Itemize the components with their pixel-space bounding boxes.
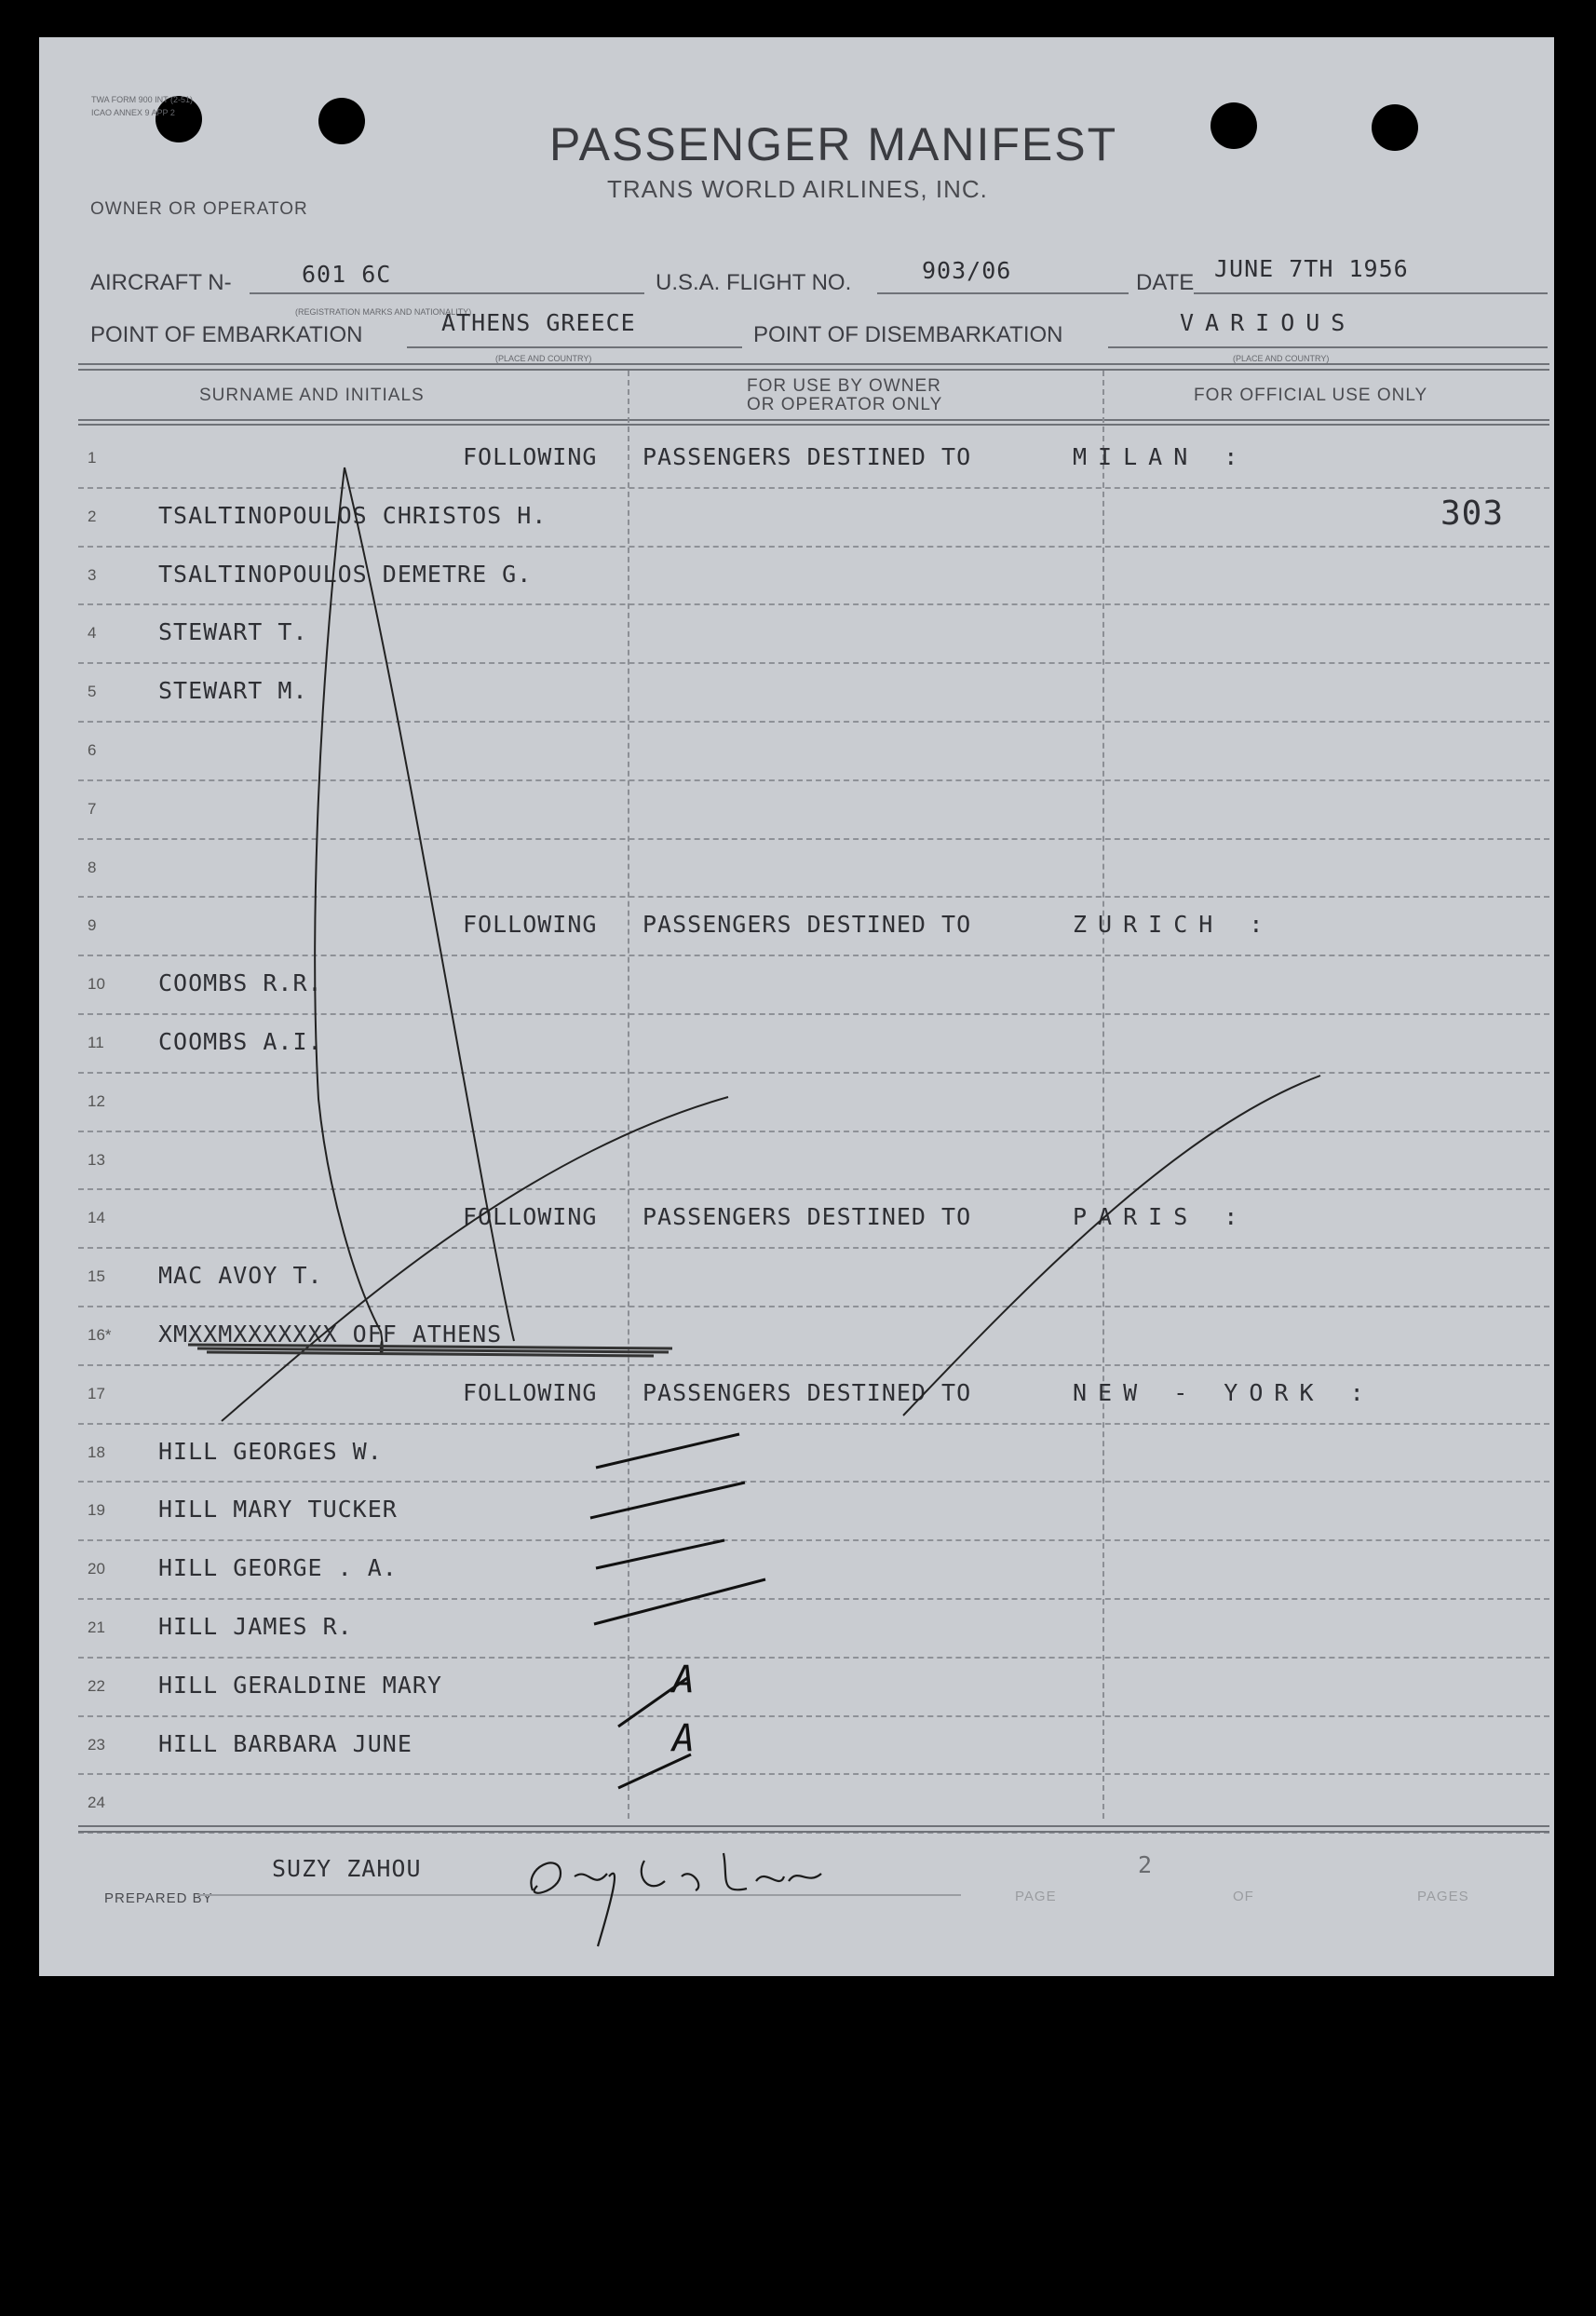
row-number: 23 [88, 1735, 105, 1754]
form-code: TWA FORM 900 INT (2-51) [91, 95, 194, 104]
destination-header-text: PASSENGERS DESTINED TO [642, 1203, 972, 1231]
place-note: (PLACE AND COUNTRY) [1233, 354, 1330, 363]
passenger-name: HILL GERALDINE MARY [158, 1671, 442, 1699]
pen-strike-mark [903, 1076, 1320, 1415]
row-number: 24 [88, 1794, 105, 1812]
document-title: PASSENGER MANIFEST [549, 118, 1118, 170]
row-number: 7 [88, 799, 97, 818]
tick-mark [590, 1434, 765, 1624]
embarkation-value: ATHENS GREECE [441, 309, 636, 336]
row-number: 16* [88, 1326, 112, 1344]
destination-header-following: FOLLOWING [463, 443, 598, 470]
surname-column-header: SURNAME AND INITIALS [199, 386, 425, 405]
handwritten-mark: A [672, 1658, 697, 1701]
row-number: 17 [88, 1384, 105, 1402]
disembarkation-label: POINT OF DISEMBARKATION [753, 322, 1063, 347]
row-number: 9 [88, 916, 97, 935]
destination-header-text: PASSENGERS DESTINED TO [642, 443, 972, 470]
of-label: OF [1233, 1889, 1254, 1904]
airline-name: TRANS WORLD AIRLINES, INC. [607, 175, 988, 203]
row-number: 21 [88, 1618, 105, 1636]
place-note: (PLACE AND COUNTRY) [495, 354, 592, 363]
pen-loop-mark [315, 467, 382, 1354]
manifest-sheet [39, 37, 1554, 1976]
row-number: 12 [88, 1091, 105, 1110]
destination-header-text: PASSENGERS DESTINED TO [642, 1378, 972, 1406]
passenger-name: TSALTINOPOULOS CHRISTOS H. [158, 501, 548, 529]
prepared-by-label: PREPARED BY [104, 1890, 213, 1906]
icao-note: ICAO ANNEX 9 APP 2 [91, 108, 175, 117]
page-label: PAGE [1015, 1889, 1057, 1904]
owner-column-header: OR OPERATOR ONLY [747, 395, 943, 414]
row-number: 15 [88, 1267, 105, 1286]
date-label: DATE [1136, 270, 1195, 295]
passenger-name: STEWART M. [158, 677, 308, 705]
page-number: 2 [1138, 1851, 1154, 1878]
aircraft-value: 601 6C [302, 261, 392, 288]
dash-mark [618, 1678, 691, 1788]
row-number: 14 [88, 1209, 105, 1227]
row-number: 11 [88, 1034, 104, 1051]
passenger-name: MAC AVOY T. [158, 1262, 323, 1290]
row-number: 4 [88, 624, 97, 643]
row-number: 6 [88, 741, 97, 759]
passenger-name: COOMBS A.I. [158, 1028, 323, 1055]
row-number: 22 [88, 1676, 105, 1695]
strikeout-mark [188, 1345, 672, 1356]
disembarkation-value: VARIOUS [1180, 309, 1357, 336]
flight-value: 903/06 [922, 257, 1012, 284]
passenger-name: HILL JAMES R. [158, 1613, 353, 1640]
handwritten-mark: A [672, 1716, 697, 1760]
date-value: JUNE 7TH 1956 [1214, 255, 1409, 282]
row-number: 8 [88, 858, 97, 876]
owner-operator-label: OWNER OR OPERATOR [90, 199, 308, 219]
owner-column-header: FOR USE BY OWNER [747, 376, 941, 396]
row-number: 13 [88, 1150, 105, 1169]
destination-city: PARIS : [1073, 1203, 1250, 1231]
destination-header-text: PASSENGERS DESTINED TO [642, 911, 972, 939]
official-column-header: FOR OFFICIAL USE ONLY [1194, 386, 1428, 405]
row-number: 20 [88, 1560, 105, 1578]
signature-text [561, 1909, 566, 1910]
destination-header-following: FOLLOWING [463, 911, 598, 939]
passenger-name: XMXXMXXXXXXX OFF ATHENS [158, 1321, 503, 1348]
row-number: 10 [88, 975, 105, 994]
passenger-name: HILL GEORGE . A. [158, 1554, 398, 1582]
handwriting-overlay [39, 37, 1554, 1976]
passenger-name: COOMBS R.R. [158, 969, 323, 997]
destination-city: MILAN : [1073, 443, 1250, 470]
row-number: 2 [88, 507, 97, 525]
passenger-name: HILL GEORGES W. [158, 1437, 383, 1465]
passenger-name: STEWART T. [158, 618, 308, 646]
destination-city: NEW - YORK : [1073, 1378, 1375, 1406]
row-number: 19 [88, 1501, 105, 1520]
row-number: 3 [88, 565, 97, 584]
pages-label: PAGES [1417, 1889, 1469, 1904]
passenger-name: HILL BARBARA JUNE [158, 1729, 413, 1757]
passenger-name: TSALTINOPOULOS DEMETRE G. [158, 560, 533, 588]
aircraft-label: AIRCRAFT N- [90, 270, 232, 295]
flight-label: U.S.A. FLIGHT NO. [656, 270, 852, 295]
destination-header-following: FOLLOWING [463, 1378, 598, 1406]
destination-city: ZURICH : [1073, 911, 1275, 939]
prepared-by-value: SUZY ZAHOU [272, 1855, 422, 1882]
official-use-entry: 303 [1440, 494, 1505, 533]
registration-note: (REGISTRATION MARKS AND NATIONALITY) [295, 307, 472, 317]
row-number: 1 [88, 449, 97, 467]
row-number: 5 [88, 683, 97, 701]
passenger-name: HILL MARY TUCKER [158, 1496, 398, 1524]
row-number: 18 [88, 1442, 105, 1461]
destination-header-following: FOLLOWING [463, 1203, 598, 1231]
embarkation-label: POINT OF EMBARKATION [90, 322, 363, 347]
pen-strike-mark [222, 1097, 728, 1421]
signature-ink [531, 1853, 821, 1946]
